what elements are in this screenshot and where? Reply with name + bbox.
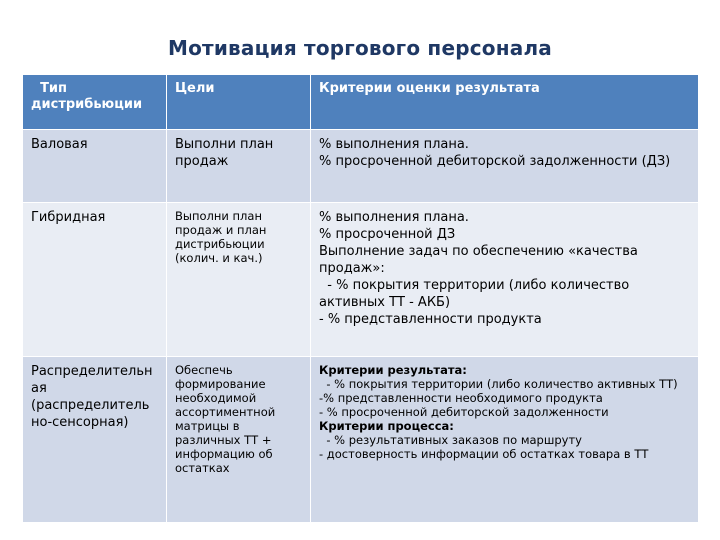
criteria-line: % выполнения плана. xyxy=(319,210,469,225)
criteria-line: % просроченной дебиторской задолженности (ДЗ) xyxy=(319,154,671,169)
header-distribution-type: Тип дистрибьюции xyxy=(23,75,167,130)
cell-type xyxy=(23,357,167,523)
type-line: (распределитель xyxy=(31,398,150,413)
cell-goal: Выполни план продаж и план дистрибьюции (колич. и кач.) xyxy=(167,203,311,357)
cell-goal: Выполни план продаж xyxy=(167,130,311,203)
cell-type: Валовая xyxy=(23,130,167,203)
type-line: ая xyxy=(31,381,47,396)
criteria-line: % просроченной ДЗ xyxy=(319,227,456,242)
cell-criteria xyxy=(311,357,699,523)
table-row xyxy=(23,130,699,203)
criteria-line: - % покрытия территории (либо количество активных ТТ - АКБ) xyxy=(319,278,634,310)
page-title: Мотивация торгового персонала xyxy=(168,36,552,60)
cell-goal: Обеспечь формирование необходимой ассортиментной матрицы в различных ТТ + информацию об остатках xyxy=(167,357,311,523)
criteria-line: -% представленности необходимого продукта xyxy=(319,391,603,405)
table-row xyxy=(23,203,699,357)
criteria-heading: Критерии процесса: xyxy=(319,419,454,433)
type-line: Распределительн xyxy=(31,364,153,379)
table-row xyxy=(23,357,699,523)
header-criteria: Критерии оценки результата xyxy=(311,75,699,130)
criteria-heading: Критерии результата: xyxy=(319,363,467,377)
motivation-table xyxy=(22,74,699,523)
type-line: но-сенсорная) xyxy=(31,415,129,430)
cell-criteria xyxy=(311,130,699,203)
criteria-line: Выполнение задач по обеспечению «качества продаж»: xyxy=(319,244,643,276)
criteria-line: % выполнения плана. xyxy=(319,137,469,152)
cell-criteria xyxy=(311,203,699,357)
criteria-line: - % покрытия территории (либо количество активных ТТ) xyxy=(319,377,678,391)
criteria-line: - % представленности продукта xyxy=(319,312,542,327)
cell-type: Гибридная xyxy=(23,203,167,357)
criteria-line: - % результативных заказов по маршруту xyxy=(319,433,582,447)
table-header-row xyxy=(23,75,699,130)
header-goals: Цели xyxy=(167,75,311,130)
criteria-line: - достоверность информации об остатках товара в ТТ xyxy=(319,447,649,461)
criteria-line: - % просроченной дебиторской задолженности xyxy=(319,405,609,419)
